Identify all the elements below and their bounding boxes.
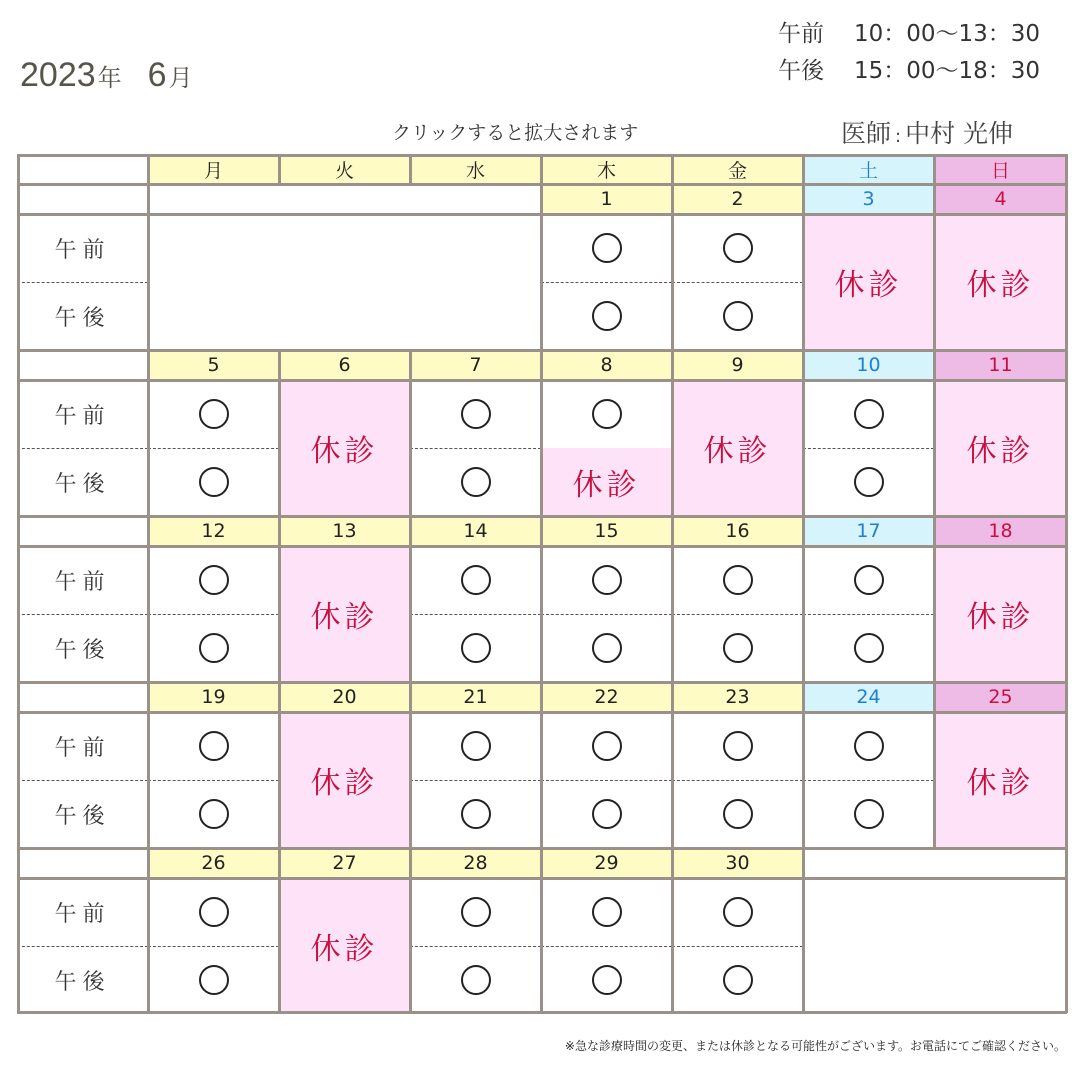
doctor-label: 医師 [841,119,892,148]
grid-line [671,350,674,380]
open-circle-icon [461,565,491,595]
day-date: 10 [803,350,934,380]
grid-line [147,154,150,1013]
open-pm-mark[interactable] [803,448,934,516]
day-date: 20 [279,682,410,712]
grid-line [540,546,543,682]
open-circle-icon [199,633,229,663]
open-am-mark[interactable] [410,712,541,780]
month-unit: 月 [168,65,193,92]
slot-divider [17,282,148,283]
grid-line [409,546,412,682]
grid-line [933,712,936,848]
grid-line [671,682,674,712]
open-circle-icon [199,467,229,497]
day-date: 14 [410,516,541,546]
open-circle-icon [592,565,622,595]
grid-line [933,516,936,546]
closed-day-cell[interactable]: 休診 [279,712,410,848]
grid-line [409,154,412,184]
open-pm-mark[interactable] [672,780,803,848]
grid-line [278,546,281,682]
open-circle-icon [592,301,622,331]
grid-line [802,214,805,350]
day-date: 28 [410,848,541,878]
slot-label-pm: 午後 [54,471,111,497]
grid-line [671,712,674,848]
day-date: 24 [803,682,934,712]
open-am-mark[interactable] [410,380,541,448]
open-pm-mark[interactable] [148,780,279,848]
grid-line [671,546,674,682]
open-pm-mark[interactable] [148,614,279,682]
grid-line [540,380,543,516]
year-unit: 年 [97,65,122,92]
grid-line [278,682,281,712]
open-pm-mark[interactable] [148,448,279,516]
grid-line [802,848,805,878]
open-circle-icon [854,799,884,829]
open-am-mark[interactable] [541,712,672,780]
weekday-header: 土 [803,154,934,184]
grid-line [409,380,412,516]
weekday-header: 火 [279,154,410,184]
day-date: 30 [672,848,803,878]
year-month-title [20,56,193,95]
slot-divider [17,614,148,615]
open-am-mark[interactable] [148,712,279,780]
grid-line [933,214,936,350]
closed-day-cell[interactable]: 休診 [803,214,934,350]
open-circle-icon [461,799,491,829]
day-date: 29 [541,848,672,878]
open-am-mark[interactable] [541,380,672,448]
open-am-mark[interactable] [803,546,934,614]
grid-line [278,154,281,184]
open-circle-icon [854,467,884,497]
closed-day-cell[interactable]: 休診 [934,214,1067,350]
closed-day-cell[interactable]: 休診 [279,380,410,516]
open-pm-mark[interactable] [803,780,934,848]
open-circle-icon [199,565,229,595]
grid-line [802,546,805,682]
slot-divider [17,448,148,449]
open-circle-icon [199,965,229,995]
open-circle-icon [592,633,622,663]
slot-label-pm: 午後 [54,637,111,663]
grid-line [409,712,412,848]
weekday-header: 月 [148,154,279,184]
grid-line [933,380,936,516]
weekday-header: 日 [934,154,1067,184]
day-date: 11 [934,350,1067,380]
slot-label-am: 午前 [54,569,111,595]
month: 6 [147,56,167,94]
closed-day-cell[interactable]: 休診 [934,712,1067,848]
day-date: 9 [672,350,803,380]
open-pm-mark[interactable] [672,614,803,682]
grid-line [1065,154,1068,1013]
open-pm-mark[interactable] [541,614,672,682]
grid-line [540,350,543,380]
open-pm-mark[interactable] [672,946,803,1014]
slot-divider [17,780,148,781]
grid-line [409,682,412,712]
open-am-mark[interactable] [148,546,279,614]
hours-am-label: 午前 [778,21,824,47]
grid-line [802,380,805,516]
open-pm-mark[interactable] [410,448,541,516]
slot-label-am: 午前 [54,901,111,927]
open-am-mark[interactable] [410,546,541,614]
grid-line [540,184,543,214]
day-date: 8 [541,350,672,380]
hours-am: 10：00～13：30 [854,21,1041,47]
open-am-mark[interactable] [672,214,803,282]
grid-line [802,682,805,712]
grid-line [933,184,936,214]
open-circle-icon [854,399,884,429]
open-pm-mark[interactable] [410,614,541,682]
slot-divider [17,946,148,947]
day-date: 4 [934,184,1067,214]
grid-line [540,878,543,1014]
open-am-mark[interactable] [672,712,803,780]
grid-line [671,516,674,546]
open-circle-icon [723,633,753,663]
open-circle-icon [723,799,753,829]
weekday-header: 木 [541,154,672,184]
grid-line [540,516,543,546]
open-circle-icon [723,301,753,331]
doctor-colon: : [895,126,902,147]
day-date: 6 [279,350,410,380]
open-pm-mark[interactable] [803,614,934,682]
open-am-mark[interactable] [803,712,934,780]
grid-line [671,878,674,1014]
open-am-mark[interactable] [541,214,672,282]
open-circle-icon [854,633,884,663]
slot-label-pm: 午後 [54,969,111,995]
weekday-header: 金 [672,154,803,184]
calendar-grid[interactable] [17,154,1067,1013]
grid-line [409,848,412,878]
day-date: 19 [148,682,279,712]
open-pm-mark[interactable] [672,282,803,350]
grid-line [933,546,936,682]
open-circle-icon [592,731,622,761]
grid-line [802,516,805,546]
slot-label-pm: 午後 [54,305,111,331]
open-pm-mark[interactable] [410,946,541,1014]
slot-label-am: 午前 [54,237,111,263]
grid-line [278,712,281,848]
open-circle-icon [199,731,229,761]
open-am-mark[interactable] [410,878,541,946]
open-circle-icon [854,565,884,595]
open-pm-mark[interactable] [541,780,672,848]
day-date: 21 [410,682,541,712]
slot-label-am: 午前 [54,403,111,429]
open-circle-icon [723,731,753,761]
day-date: 25 [934,682,1067,712]
grid-line [409,878,412,1014]
grid-line [540,848,543,878]
open-circle-icon [461,467,491,497]
click-to-enlarge-note: クリックすると拡大されます [392,122,639,144]
grid-line [933,154,936,184]
open-pm-mark[interactable] [541,282,672,350]
grid-line [671,184,674,214]
closed-pm-cell[interactable]: 休診 [541,448,672,516]
open-circle-icon [199,799,229,829]
open-circle-icon [461,965,491,995]
grid-line [409,516,412,546]
doctor-info [841,114,1013,150]
open-am-mark[interactable] [803,380,934,448]
open-circle-icon [592,799,622,829]
grid-line [278,848,281,878]
grid-line [802,712,805,848]
grid-line [278,516,281,546]
day-date: 12 [148,516,279,546]
open-am-mark[interactable] [541,878,672,946]
day-date: 2 [672,184,803,214]
open-circle-icon [854,731,884,761]
grid-line [540,712,543,848]
grid-line [933,682,936,712]
grid-line [802,154,805,184]
grid-line [802,350,805,380]
open-circle-icon [461,731,491,761]
closed-day-cell[interactable]: 休診 [934,380,1067,516]
slot-label-am: 午前 [54,735,111,761]
open-pm-mark[interactable] [148,946,279,1014]
closed-day-cell[interactable]: 休診 [279,878,410,1014]
grid-line [671,380,674,516]
open-circle-icon [723,897,753,927]
open-circle-icon [199,897,229,927]
closed-day-cell[interactable]: 休診 [279,546,410,682]
day-date: 1 [541,184,672,214]
day-date: 23 [672,682,803,712]
open-circle-icon [723,233,753,263]
open-circle-icon [723,565,753,595]
open-circle-icon [461,633,491,663]
slot-label-pm: 午後 [54,803,111,829]
grid-line [409,350,412,380]
day-date: 27 [279,848,410,878]
open-circle-icon [461,399,491,429]
year: 2023 [20,56,96,94]
open-circle-icon [461,897,491,927]
open-circle-icon [592,399,622,429]
grid-line [671,848,674,878]
grid-line [671,154,674,184]
grid-line [671,214,674,350]
open-circle-icon [199,399,229,429]
hours-pm: 15：00～18：30 [854,58,1041,84]
grid-line [540,214,543,350]
grid-line [802,878,805,1014]
open-circle-icon [592,965,622,995]
grid-line [802,184,805,214]
open-circle-icon [723,965,753,995]
open-am-mark[interactable] [148,380,279,448]
closed-day-cell[interactable]: 休診 [672,380,803,516]
grid-line [278,878,281,1014]
weekday-header: 水 [410,154,541,184]
grid-line [278,380,281,516]
grid-line [540,154,543,184]
open-am-mark[interactable] [541,546,672,614]
open-am-mark[interactable] [148,878,279,946]
day-date: 26 [148,848,279,878]
day-date: 17 [803,516,934,546]
grid-line [540,682,543,712]
day-date: 3 [803,184,934,214]
day-date: 18 [934,516,1067,546]
open-am-mark[interactable] [672,546,803,614]
day-date: 7 [410,350,541,380]
grid-line [17,154,20,1013]
day-date: 15 [541,516,672,546]
grid-line [278,350,281,380]
closed-day-cell[interactable]: 休診 [934,546,1067,682]
hours-pm-label: 午後 [778,58,824,84]
day-date: 13 [279,516,410,546]
open-circle-icon [592,897,622,927]
footnote: ※急な診療時間の変更、または休診となる可能性がございます。お電話にてご確認ください。 [564,1039,1066,1053]
open-circle-icon [592,233,622,263]
day-date: 16 [672,516,803,546]
open-am-mark[interactable] [672,878,803,946]
day-date: 22 [541,682,672,712]
clinic-hours [778,16,1040,90]
open-pm-mark[interactable] [541,946,672,1014]
doctor-name: 中村 光伸 [905,119,1014,148]
open-pm-mark[interactable] [410,780,541,848]
day-date: 5 [148,350,279,380]
grid-line [933,350,936,380]
